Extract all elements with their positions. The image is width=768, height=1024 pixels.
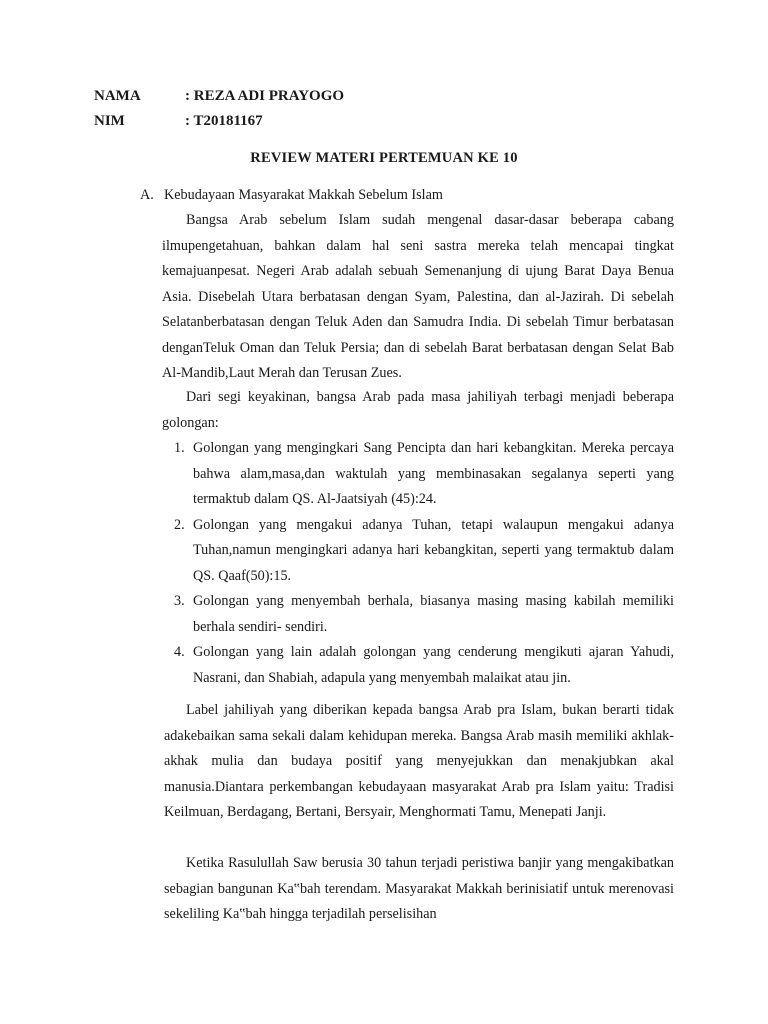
paragraph-jahiliyah-label: Label jahiliyah yang diberikan kepada bangsa Arab pra Islam, bukan berarti tidak adakebaikan sama sekali dalam kehidupan mereka. Bangsa Arab masih memiliki akhlak-akhak mulia dan budaya positif yang menyejukkan dan menakjubkan akal manusia.Diantara perkembangan kebudayaan masyarakat Arab pra Islam yaitu: Tradisi Keilmuan, Berdagang, Bertani, Bersyair, Menghormati Tamu, Menepati Janji.	[164, 702, 674, 820]
list-item-number: 2.	[174, 516, 185, 533]
list-item	[162, 436, 674, 513]
belief-groups-list	[162, 436, 674, 691]
list-item	[162, 640, 674, 691]
list-item-text: Golongan yang mengingkari Sang Pencipta dan hari kebangkitan. Mereka percaya bahwa alam,masa,dan waktulah yang membinasakan segalanya seperti yang termaktub dalam QS. Al-Jaatsiyah (45):24.	[193, 440, 674, 507]
name-value: : REZA ADI PRAYOGO	[185, 88, 345, 104]
document-title: REVIEW MATERI PERTEMUAN KE 10	[250, 150, 518, 166]
list-item-number: 4.	[174, 644, 185, 660]
section-heading	[140, 187, 443, 204]
paragraph-beliefs-intro: Dari segi keyakinan, bangsa Arab pada masa jahiliyah terbagi menjadi beberapa golongan:	[162, 389, 674, 431]
nim-label: NIM	[94, 113, 125, 129]
list-item	[162, 589, 674, 640]
list-item-number: 1.	[174, 440, 185, 456]
section-letter: A.	[140, 187, 154, 203]
name-label: NAMA	[94, 88, 141, 104]
paragraph-kabah-renovation: Ketika Rasulullah Saw berusia 30 tahun terjadi peristiwa banjir yang mengakibatkan sebagian bangunan Ka‟bah terendam. Masyarakat Makkah berinisiatif untuk merenovasi sekeliling Ka‟bah hingga terjadilah perselisihan	[164, 855, 674, 922]
list-item-text: Golongan yang menyembah berhala, biasanya masing masing kabilah memiliki berhala sendiri- sendiri.	[193, 593, 674, 635]
list-item-number: 3.	[174, 593, 185, 609]
nim-value: : T20181167	[185, 113, 263, 129]
list-item	[162, 513, 674, 590]
list-item-text: Golongan yang mengakui adanya Tuhan, tetapi walaupun mengakui adanya Tuhan,namun mengingkari adanya hari kebangkitan, seperti yang termaktub dalam QS. Qaaf(50):15.	[193, 516, 674, 584]
paragraph-geography: Bangsa Arab sebelum Islam sudah mengenal dasar-dasar beberapa cabang ilmupengetahuan, bahkan dalam hal seni sastra mereka telah mencapai tingkat kemajuanpesat. Negeri Arab adalah sebuah Semenanjung di ujung Barat Daya Benua Asia. Disebelah Utara berbatasan dengan Syam, Palestina, dan al-Jazirah. Di sebelah Selatanberbatasan dengan Teluk Aden dan Samudra India. Di sebelah Timur berbatasan denganTeluk Oman dan Teluk Persia; dan di sebelah Barat berbatasan dengan Selat Bab Al-Mandib,Laut Merah dan Terusan Zues.	[162, 212, 674, 381]
section-heading-text: Kebudayaan Masyarakat Makkah Sebelum Islam	[164, 187, 443, 203]
list-item-text: Golongan yang lain adalah golongan yang cenderung mengikuti ajaran Yahudi, Nasrani, dan Shabiah, adapula yang menyembah malaikat atau jin.	[193, 644, 674, 686]
